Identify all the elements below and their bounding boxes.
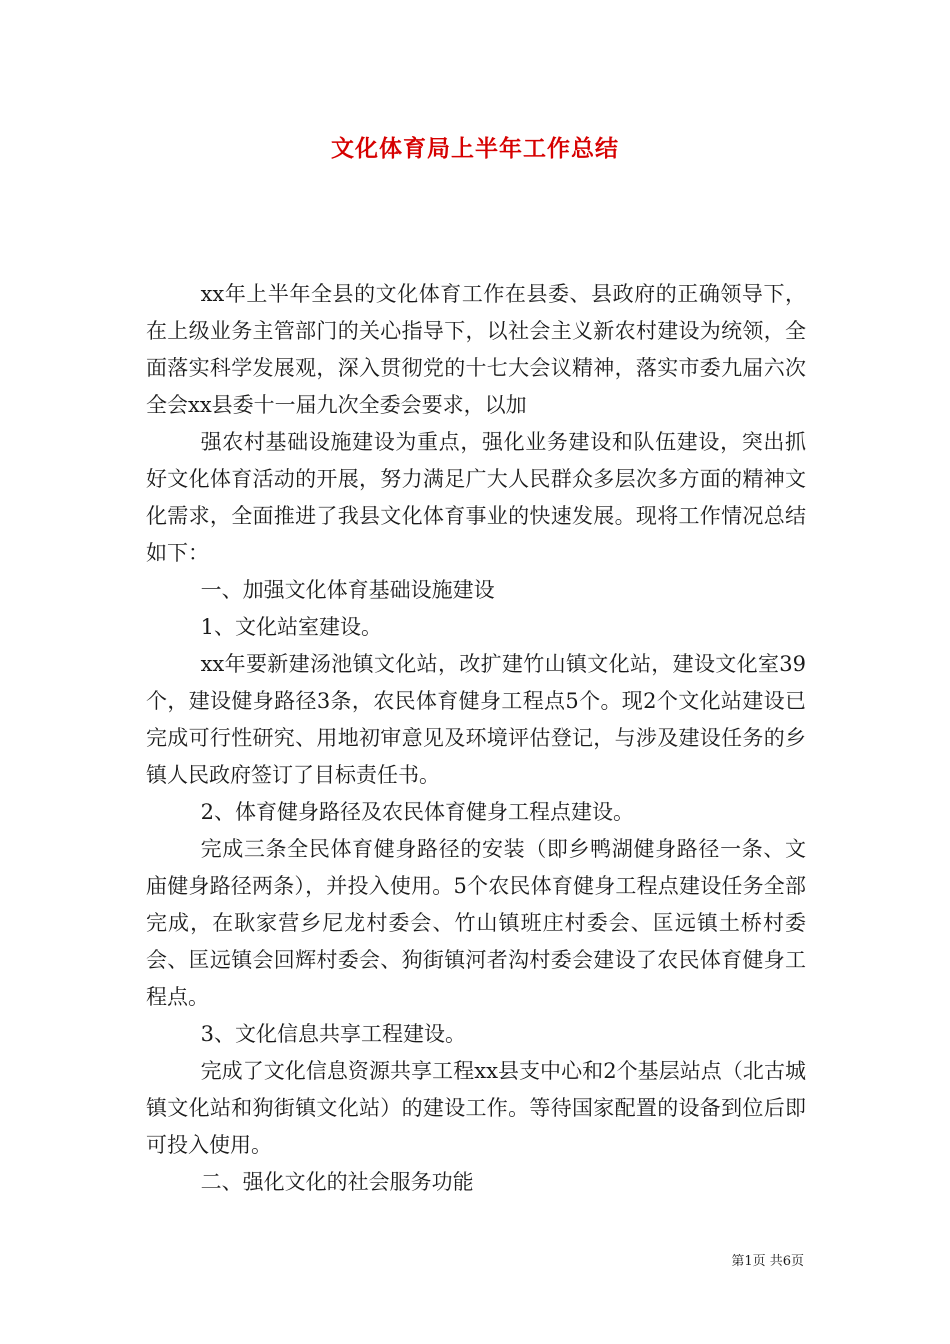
subsection-heading: 1、文化站室建设。	[200, 615, 382, 639]
paragraph: xx年要新建汤池镇文化站，改扩建竹山镇文化站，建设文化室39个，建设健身路径3条，农民体育健身工程点5个。现2个文化站建设已完成可行性研究、用地初审意见及环境评估登记，与涉及建设任务的乡镇人民政府签订了目标责任书。	[146, 652, 806, 787]
section-heading: 一、加强文化体育基础设施建设	[200, 578, 495, 602]
section-heading: 二、强化文化的社会服务功能	[200, 1170, 474, 1194]
document-body	[146, 276, 806, 1201]
subsection-heading: 3、文化信息共享工程建设。	[200, 1022, 466, 1046]
paragraph: 完成了文化信息资源共享工程xx县支中心和2个基层站点（北古城镇文化站和狗街镇文化站）的建设工作。等待国家配置的设备到位后即可投入使用。	[146, 1059, 806, 1157]
paragraph: 强农村基础设施建设为重点，强化业务建设和队伍建设，突出抓好文化体育活动的开展，努力满足广大人民群众多层次多方面的精神文化需求，全面推进了我县文化体育事业的快速发展。现将工作情况总结如下：	[146, 430, 806, 565]
paragraph: xx年上半年全县的文化体育工作在县委、县政府的正确领导下，在上级业务主管部门的关心指导下，以社会主义新农村建设为统领，全面落实科学发展观，深入贯彻党的十七大会议精神，落实市委九届六次全会xx县委十一届九次全委会要求，以加	[146, 282, 806, 417]
paragraph: 完成三条全民体育健身路径的安装（即乡鸭湖健身路径一条、文庙健身路径两条），并投入使用。5个农民体育健身工程点建设任务全部完成，在耿家营乡尼龙村委会、竹山镇班庄村委会、匡远镇土桥村委会、匡远镇会回辉村委会、狗街镇河者沟村委会建设了农民体育健身工程点。	[146, 837, 806, 1009]
page-number: 第1页 共6页	[731, 1254, 804, 1269]
document-title: 文化体育局上半年工作总结	[331, 135, 619, 162]
subsection-heading: 2、体育健身路径及农民体育健身工程点建设。	[200, 800, 634, 824]
